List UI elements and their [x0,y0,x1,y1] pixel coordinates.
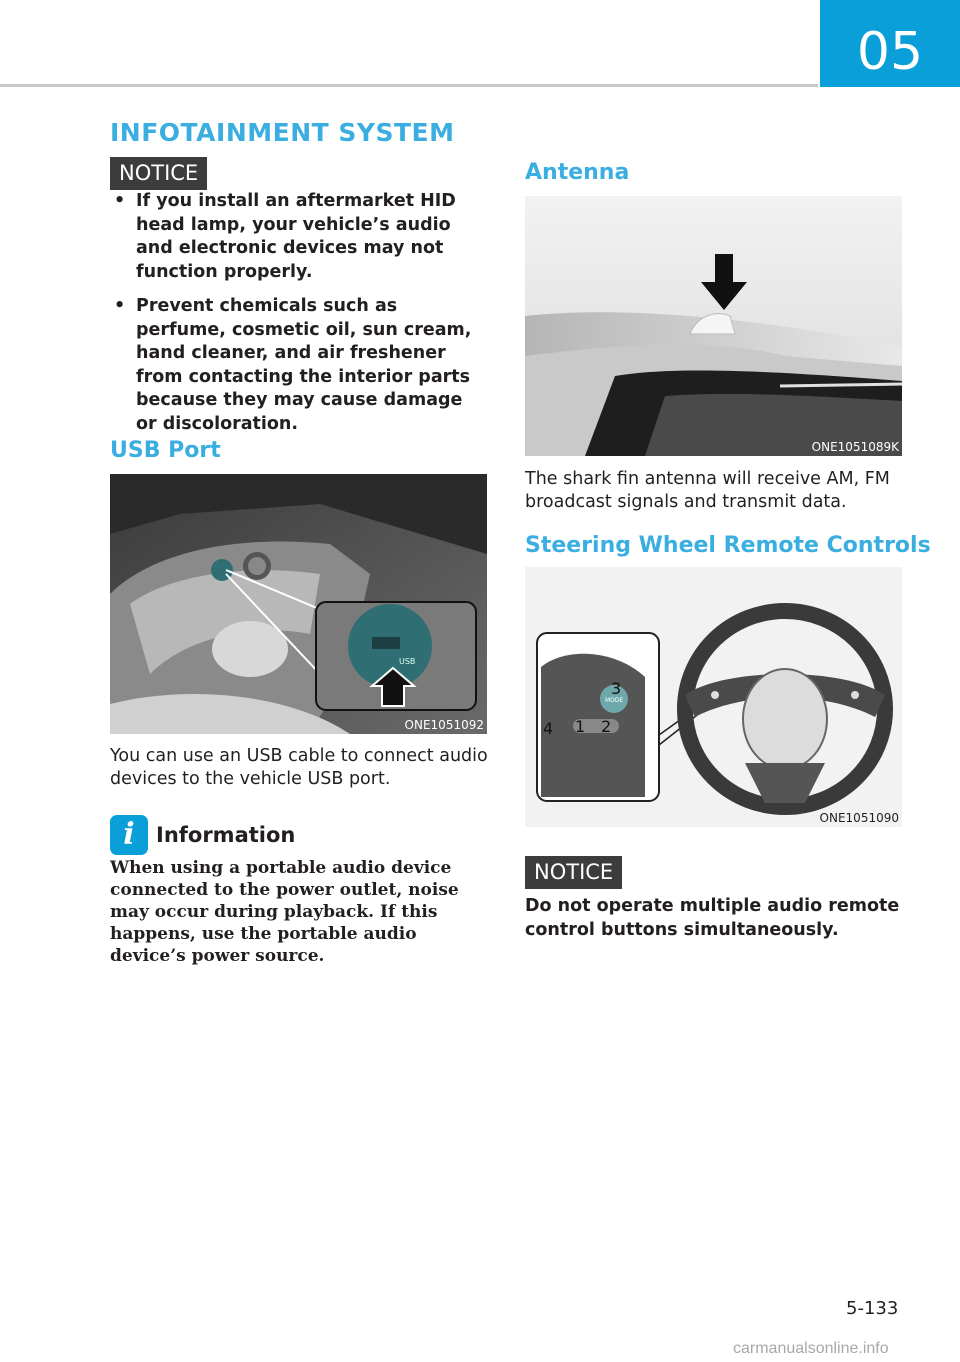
callout-1: 1 [575,717,586,736]
usb-port-heading: USB Port [110,438,221,463]
bullet: • [114,296,126,316]
antenna-figure [525,196,902,456]
information-title: Information [156,823,296,847]
usb-port-illustration [110,474,487,734]
callout-3: 3 [611,679,622,698]
watermark: carmanualsonline.info [733,1340,889,1357]
notice-item [110,295,488,436]
notice-text: Do not operate multiple audio remote control buttons simultaneously. [525,896,900,940]
antenna-figure-code: ONE1051089K [811,440,899,454]
notice-badge: NOTICE [110,157,207,190]
notice-item [110,190,488,284]
bullet: • [114,191,126,211]
section-title: INFOTAINMENT SYSTEM [110,118,455,147]
usb-figure-code: ONE1051092 [404,718,484,732]
header-rule [0,84,818,87]
notice-item-text: Prevent chemicals such as perfume, cosmetic oil, sun cream, hand cleaner, and air freshener from contacting the interior parts because they may cause damage or discoloration. [136,296,472,434]
usb-port-figure [110,474,487,734]
chapter-tab: 05 [820,0,960,87]
notice-list [110,190,488,447]
callout-2: 2 [601,717,612,736]
steering-wheel-illustration [525,567,902,827]
usb-body-text: You can use an USB cable to connect audio devices to the vehicle USB port. [110,746,488,789]
info-icon: i [110,815,148,855]
callout-4: 4 [543,719,554,738]
antenna-body-text: The shark fin antenna will receive AM, FM broadcast signals and transmit data. [525,469,890,512]
usb-label: USB [399,657,416,666]
information-header [110,815,295,855]
mode-button-label: MODE [605,697,624,704]
page-number: 5-133 [846,1298,899,1319]
steering-figure-code: ONE1051090 [819,811,899,825]
steering-figure [525,567,902,827]
antenna-heading: Antenna [525,160,630,185]
information-text: When using a portable audio device connected to the power outlet, noise may occur during playback. If this happens, use the portable audio device’s power source. [110,858,459,966]
notice-item-text: If you install an aftermarket HID head lamp, your vehicle’s audio and electronic devices may not function properly. [136,191,456,282]
antenna-illustration [525,196,902,456]
notice-badge: NOTICE [525,856,622,889]
steering-heading: Steering Wheel Remote Controls [525,533,931,558]
